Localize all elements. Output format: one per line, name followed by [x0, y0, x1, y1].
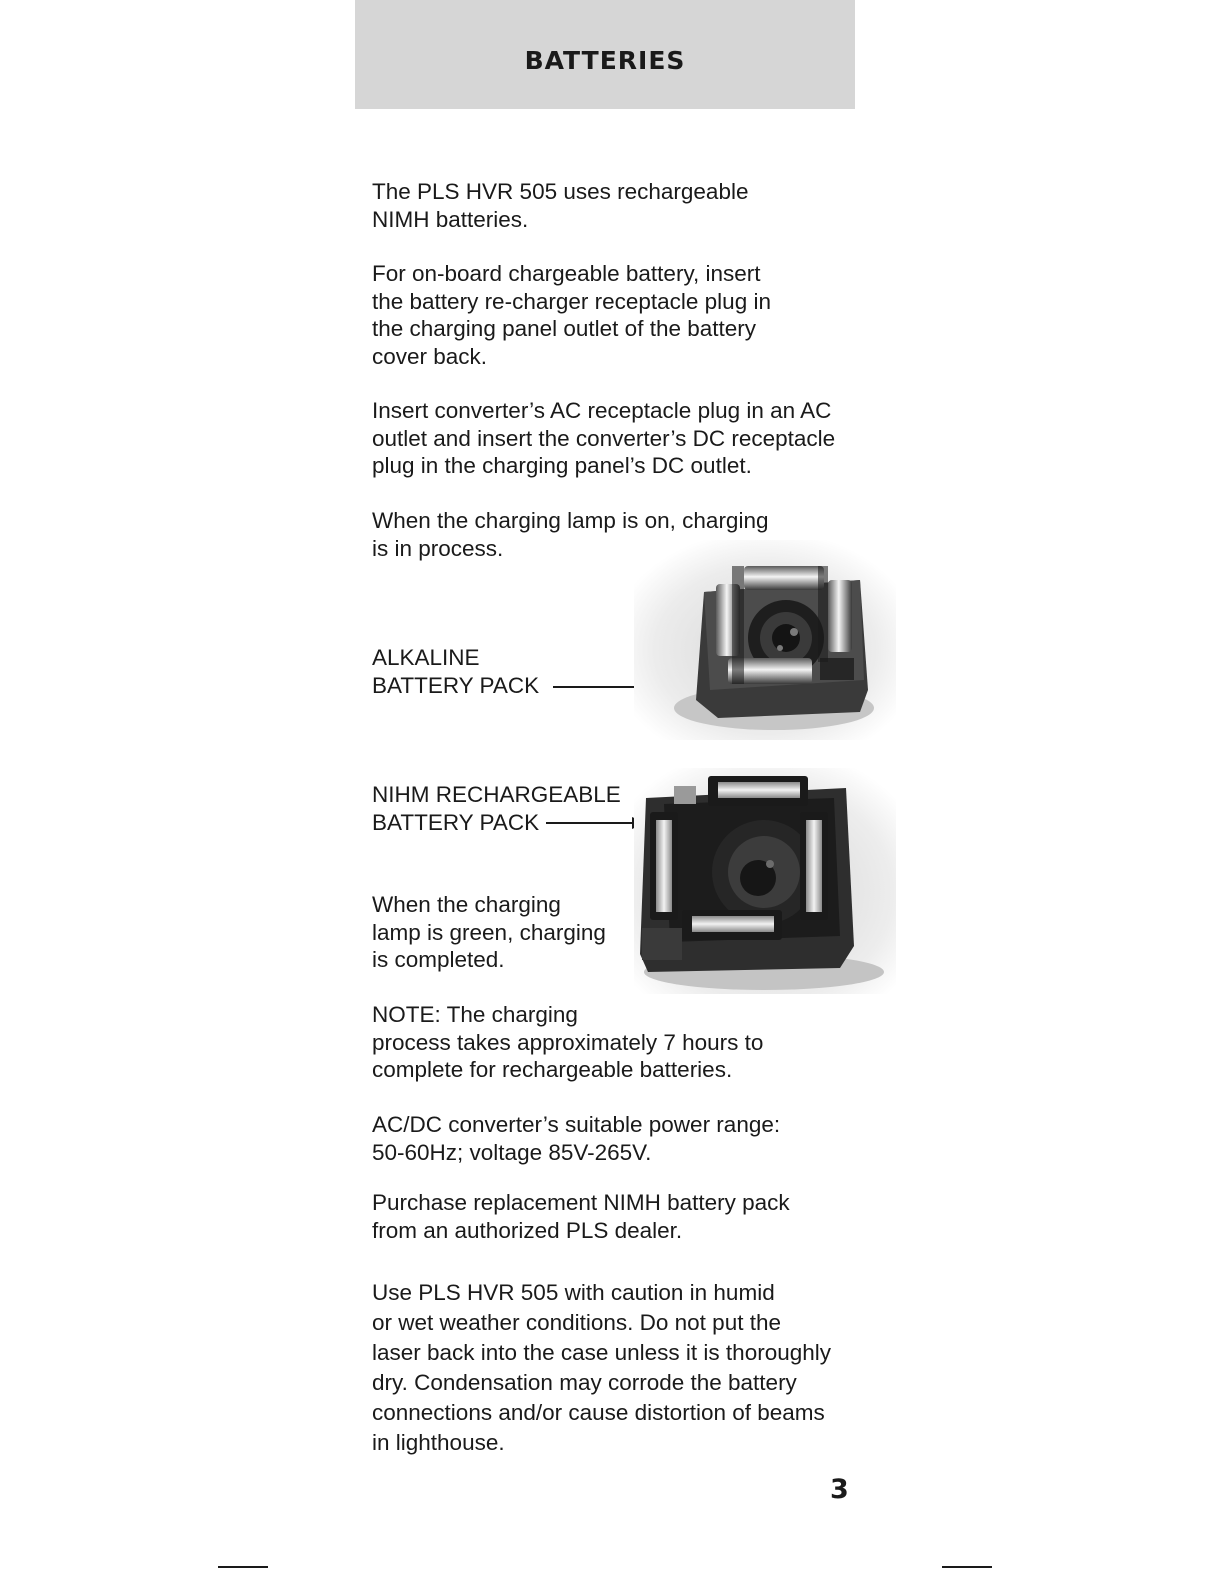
onboard-charging-paragraph: For on-board chargeable battery, insert the battery re-charger receptacle plug in the charging panel outlet of the battery cover back.: [372, 261, 771, 369]
nihm-arrow: [546, 822, 644, 824]
intro-paragraph: The PLS HVR 505 uses rechargeable NIMH batteries.: [372, 179, 749, 232]
charging-complete-paragraph: When the charging lamp is green, charging is completed.: [372, 892, 606, 972]
page-title: BATTERIES: [524, 46, 686, 75]
converter-paragraph: Insert converter’s AC receptacle plug in an AC outlet and insert the converter’s DC receptacle plug in the charging panel’s DC outlet.: [372, 398, 836, 478]
nihm-label: NIHM RECHARGEABLE BATTERY PACK: [372, 782, 621, 835]
nihm-battery-pack-photo: [634, 768, 896, 994]
page-number: 3: [830, 1474, 849, 1505]
note-paragraph: NOTE: The charging process takes approximately 7 hours to complete for rechargeable batteries.: [372, 1002, 764, 1082]
alkaline-battery-pack-photo: [634, 540, 896, 740]
alkaline-label: ALKALINE BATTERY PACK: [372, 645, 540, 698]
charging-lamp-on-paragraph: When the charging lamp is on, charging is in process.: [372, 508, 769, 561]
header-band: [355, 0, 855, 109]
crop-mark-left: [218, 1566, 268, 1568]
caution-paragraph: Use PLS HVR 505 with caution in humid or wet weather conditions. Do not put the laser back into the case unless it is thoroughly dry. Condensation may corrode the battery connections and/or cause distortion of beams in lighthouse.: [372, 1280, 831, 1455]
power-range-paragraph: AC/DC converter’s suitable power range: 50-60Hz; voltage 85V-265V.: [372, 1112, 781, 1165]
replacement-paragraph: Purchase replacement NIMH battery pack from an authorized PLS dealer.: [372, 1190, 790, 1243]
crop-mark-right: [942, 1566, 992, 1568]
